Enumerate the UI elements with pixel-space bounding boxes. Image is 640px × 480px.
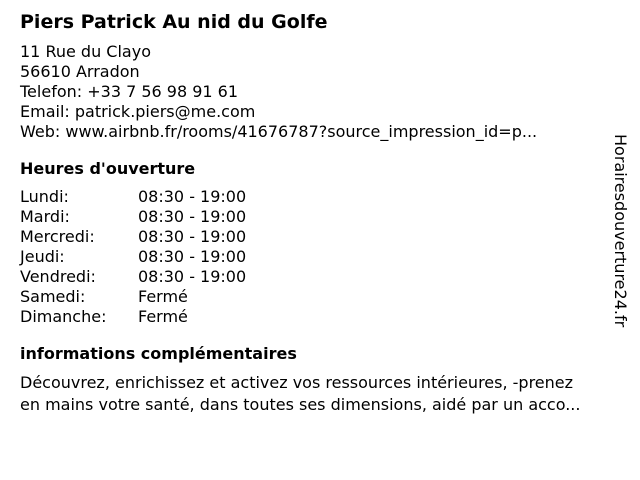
day-label: Jeudi: — [20, 247, 65, 266]
day-hours: Fermé — [138, 287, 188, 306]
site-watermark: Horairesdouverture24.fr — [611, 134, 630, 328]
info-heading: informations complémentaires — [20, 344, 297, 363]
business-name: Piers Patrick Au nid du Golfe — [20, 11, 328, 33]
hours-heading: Heures d'ouverture — [20, 159, 196, 178]
hours-row-mardi — [20, 207, 246, 227]
day-label: Mercredi: — [20, 227, 95, 246]
info-text-line-2: en mains votre santé, dans toutes ses dimensions, aidé par un acco... — [20, 395, 581, 414]
hours-row-vendredi — [20, 267, 246, 287]
day-hours: 08:30 - 19:00 — [138, 227, 247, 246]
day-hours: Fermé — [138, 307, 188, 326]
email-line: Email: patrick.piers@me.com — [20, 102, 256, 121]
day-label: Vendredi: — [20, 267, 96, 286]
day-label: Lundi: — [20, 187, 69, 206]
day-hours: 08:30 - 19:00 — [138, 247, 247, 266]
business-card — [20, 10, 620, 416]
day-label: Samedi: — [20, 287, 86, 306]
day-hours: 08:30 - 19:00 — [138, 207, 247, 226]
address-city: 56610 Arradon — [20, 62, 140, 81]
address-street: 11 Rue du Clayo — [20, 42, 151, 61]
web-line: Web: www.airbnb.fr/rooms/41676787?source_impression_id=p... — [20, 122, 538, 141]
info-text-line-1: Découvrez, enrichissez et activez vos ressources intérieures, -prenez — [20, 373, 574, 392]
hours-row-lundi — [20, 187, 246, 207]
day-label: Mardi: — [20, 207, 70, 226]
phone-line: Telefon: +33 7 56 98 91 61 — [20, 82, 239, 101]
day-hours: 08:30 - 19:00 — [138, 187, 247, 206]
hours-row-jeudi — [20, 247, 246, 267]
hours-table — [20, 187, 246, 327]
hours-row-samedi — [20, 287, 246, 307]
day-hours: 08:30 - 19:00 — [138, 267, 247, 286]
hours-row-mercredi — [20, 227, 246, 247]
hours-row-dimanche — [20, 307, 246, 327]
day-label: Dimanche: — [20, 307, 107, 326]
